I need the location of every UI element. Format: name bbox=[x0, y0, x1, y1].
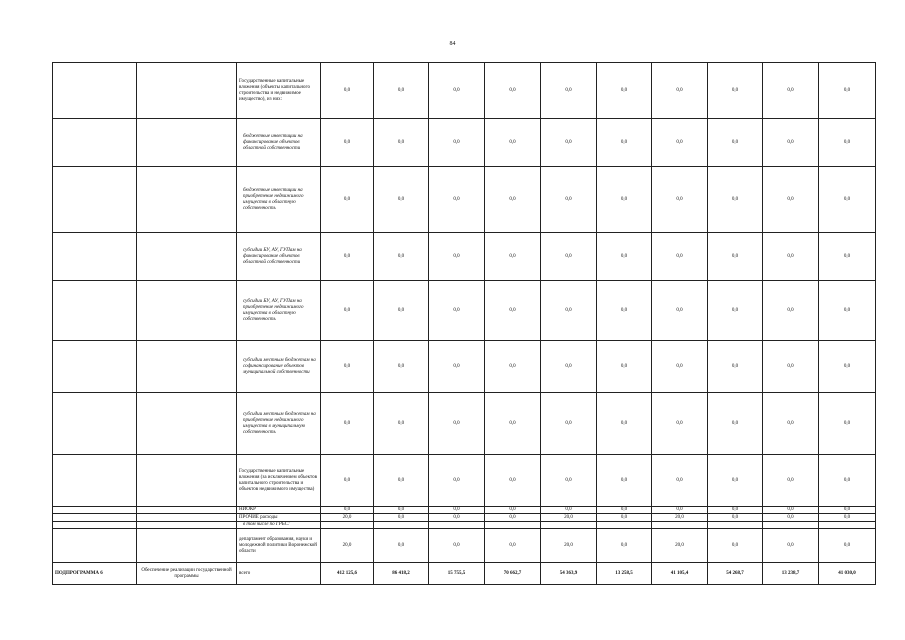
value-cell: 0,0 bbox=[541, 507, 597, 514]
empty-cell bbox=[137, 522, 237, 529]
value-cell: 0,0 bbox=[485, 63, 541, 119]
value-cell: 0,0 bbox=[541, 119, 597, 167]
value-cell: 0,0 bbox=[597, 393, 652, 455]
value-cell: 0,0 bbox=[819, 514, 876, 522]
empty-cell bbox=[137, 167, 237, 233]
row-label: всего bbox=[237, 563, 321, 585]
value-cell: 0,0 bbox=[374, 529, 429, 563]
value-cell: 54 268,7 bbox=[708, 563, 763, 585]
value-cell: 0,0 bbox=[763, 455, 819, 507]
value-cell: 0,0 bbox=[652, 341, 708, 393]
empty-cell bbox=[53, 233, 137, 281]
table-row bbox=[53, 167, 876, 233]
value-cell: 0,0 bbox=[652, 233, 708, 281]
value-cell: 0,0 bbox=[321, 455, 374, 507]
value-cell: 0,0 bbox=[819, 119, 876, 167]
value-cell: 0,0 bbox=[652, 281, 708, 341]
page-number: 84 bbox=[449, 41, 456, 47]
value-cell: 0,0 bbox=[485, 529, 541, 563]
empty-cell bbox=[53, 119, 137, 167]
budget-table bbox=[52, 62, 876, 585]
value-cell: 0,0 bbox=[763, 514, 819, 522]
value-cell: 0,0 bbox=[374, 281, 429, 341]
value-cell: 0,0 bbox=[374, 455, 429, 507]
value-cell: 0,0 bbox=[763, 167, 819, 233]
value-cell: 0,0 bbox=[652, 119, 708, 167]
empty-cell bbox=[53, 529, 137, 563]
value-cell: 0,0 bbox=[819, 393, 876, 455]
value-cell: 0,0 bbox=[429, 233, 485, 281]
value-cell bbox=[541, 522, 597, 529]
value-cell: 0,0 bbox=[597, 167, 652, 233]
value-cell: 0,0 bbox=[763, 281, 819, 341]
value-cell: 0,0 bbox=[819, 341, 876, 393]
value-cell: 0,0 bbox=[708, 529, 763, 563]
value-cell: 0,0 bbox=[429, 167, 485, 233]
value-cell: 0,0 bbox=[429, 281, 485, 341]
value-cell: 0,0 bbox=[708, 455, 763, 507]
table-row bbox=[53, 507, 876, 514]
value-cell: 0,0 bbox=[374, 341, 429, 393]
value-cell: 0,0 bbox=[763, 507, 819, 514]
value-cell: 0,0 bbox=[708, 167, 763, 233]
value-cell bbox=[374, 522, 429, 529]
row-label: бюджетные инвестиции на приобретение недвижимого имущества в областную собственность bbox=[237, 167, 321, 233]
value-cell: 0,0 bbox=[321, 341, 374, 393]
value-cell: 0,0 bbox=[374, 167, 429, 233]
value-cell: 0,0 bbox=[485, 514, 541, 522]
value-cell: 0,0 bbox=[374, 514, 429, 522]
empty-cell bbox=[137, 393, 237, 455]
empty-cell bbox=[137, 529, 237, 563]
value-cell: 70 662,7 bbox=[485, 563, 541, 585]
value-cell: 0,0 bbox=[597, 281, 652, 341]
value-cell: 20,0 bbox=[321, 529, 374, 563]
value-cell: 0,0 bbox=[652, 507, 708, 514]
value-cell: 41 105,4 bbox=[652, 563, 708, 585]
empty-cell bbox=[137, 455, 237, 507]
value-cell bbox=[321, 522, 374, 529]
value-cell: 0,0 bbox=[819, 507, 876, 514]
empty-cell bbox=[137, 507, 237, 514]
value-cell: 0,0 bbox=[541, 233, 597, 281]
value-cell: 0,0 bbox=[763, 119, 819, 167]
value-cell: 0,0 bbox=[819, 233, 876, 281]
value-cell: 0,0 bbox=[541, 341, 597, 393]
table-row bbox=[53, 63, 876, 119]
value-cell: 0,0 bbox=[763, 341, 819, 393]
value-cell: 0,0 bbox=[485, 167, 541, 233]
table-body bbox=[53, 63, 876, 585]
value-cell: 0,0 bbox=[708, 119, 763, 167]
value-cell: 0,0 bbox=[597, 63, 652, 119]
value-cell: 0,0 bbox=[819, 63, 876, 119]
value-cell: 0,0 bbox=[485, 393, 541, 455]
value-cell: 0,0 bbox=[321, 507, 374, 514]
value-cell: 0,0 bbox=[321, 281, 374, 341]
empty-cell bbox=[53, 167, 137, 233]
table-row bbox=[53, 563, 876, 585]
empty-cell bbox=[137, 119, 237, 167]
row-label: субсидии местным бюджетам на софинансирование объектов муниципальной собственности bbox=[237, 341, 321, 393]
value-cell: 0,0 bbox=[708, 341, 763, 393]
value-cell: 0,0 bbox=[374, 393, 429, 455]
value-cell: 0,0 bbox=[485, 341, 541, 393]
value-cell bbox=[597, 522, 652, 529]
value-cell: 0,0 bbox=[708, 514, 763, 522]
row-label: ПРОЧИЕ расходы bbox=[237, 514, 321, 522]
row-label: бюджетные инвестиции на финансирование объектов областной собственности bbox=[237, 119, 321, 167]
value-cell: 86 418,2 bbox=[374, 563, 429, 585]
empty-cell bbox=[137, 63, 237, 119]
value-cell: 41 030,0 bbox=[819, 563, 876, 585]
empty-cell bbox=[53, 63, 137, 119]
value-cell: 0,0 bbox=[321, 167, 374, 233]
value-cell: 0,0 bbox=[321, 119, 374, 167]
value-cell: 0,0 bbox=[652, 455, 708, 507]
value-cell: 0,0 bbox=[429, 529, 485, 563]
empty-cell bbox=[53, 281, 137, 341]
value-cell: 0,0 bbox=[597, 529, 652, 563]
value-cell: 20,0 bbox=[652, 514, 708, 522]
value-cell: 0,0 bbox=[597, 119, 652, 167]
value-cell: 0,0 bbox=[819, 281, 876, 341]
value-cell: 20,0 bbox=[541, 529, 597, 563]
row-label: Государственные капитальные вложения (объекты капитального строительства и недвижимое имущество), из них: bbox=[237, 63, 321, 119]
row-label: субсидии БУ, АУ, ГУПам на финансирование объектов областной собственности bbox=[237, 233, 321, 281]
value-cell bbox=[485, 522, 541, 529]
table-row bbox=[53, 233, 876, 281]
value-cell: 0,0 bbox=[429, 514, 485, 522]
empty-cell bbox=[53, 341, 137, 393]
value-cell bbox=[763, 522, 819, 529]
value-cell: 0,0 bbox=[708, 507, 763, 514]
value-cell: 0,0 bbox=[819, 529, 876, 563]
subprogram-name: Обеспечение реализации государственной программы bbox=[137, 563, 237, 585]
value-cell: 0,0 bbox=[652, 393, 708, 455]
value-cell: 15 755,5 bbox=[429, 563, 485, 585]
value-cell: 0,0 bbox=[485, 455, 541, 507]
empty-cell bbox=[53, 455, 137, 507]
value-cell: 0,0 bbox=[429, 341, 485, 393]
value-cell: 0,0 bbox=[597, 233, 652, 281]
value-cell: 0,0 bbox=[485, 281, 541, 341]
table-row bbox=[53, 393, 876, 455]
value-cell: 0,0 bbox=[708, 393, 763, 455]
empty-cell bbox=[53, 522, 137, 529]
value-cell: 0,0 bbox=[321, 393, 374, 455]
value-cell: 0,0 bbox=[819, 455, 876, 507]
value-cell: 0,0 bbox=[374, 119, 429, 167]
value-cell: 0,0 bbox=[541, 63, 597, 119]
value-cell: 0,0 bbox=[429, 393, 485, 455]
value-cell: 13 238,7 bbox=[763, 563, 819, 585]
value-cell: 0,0 bbox=[597, 514, 652, 522]
table-row bbox=[53, 119, 876, 167]
row-label: Государственные капитальные вложения (за исключением объектов капитального строительства и объектов недвижимого имущества) bbox=[237, 455, 321, 507]
row-label: НИОКР bbox=[237, 507, 321, 514]
value-cell: 0,0 bbox=[485, 119, 541, 167]
empty-cell bbox=[137, 341, 237, 393]
value-cell: 0,0 bbox=[429, 119, 485, 167]
value-cell: 0,0 bbox=[429, 63, 485, 119]
value-cell: 0,0 bbox=[374, 507, 429, 514]
value-cell: 0,0 bbox=[541, 455, 597, 507]
empty-cell bbox=[137, 233, 237, 281]
value-cell: 20,0 bbox=[652, 529, 708, 563]
value-cell: 0,0 bbox=[541, 167, 597, 233]
value-cell: 0,0 bbox=[541, 281, 597, 341]
empty-cell bbox=[137, 514, 237, 522]
value-cell: 0,0 bbox=[708, 63, 763, 119]
empty-cell bbox=[137, 281, 237, 341]
row-label: департамент образования, науки и молодежной политики Воронежской области bbox=[237, 529, 321, 563]
row-label: субсидии местным бюджетам на приобретение недвижимого имущества в муниципальную собственность bbox=[237, 393, 321, 455]
value-cell: 0,0 bbox=[597, 341, 652, 393]
value-cell: 0,0 bbox=[374, 63, 429, 119]
value-cell: 20,0 bbox=[541, 514, 597, 522]
value-cell: 0,0 bbox=[597, 507, 652, 514]
empty-cell bbox=[53, 514, 137, 522]
value-cell: 20,0 bbox=[321, 514, 374, 522]
value-cell: 0,0 bbox=[763, 529, 819, 563]
table-row bbox=[53, 514, 876, 522]
value-cell: 0,0 bbox=[429, 507, 485, 514]
value-cell: 0,0 bbox=[819, 167, 876, 233]
value-cell bbox=[429, 522, 485, 529]
value-cell: 0,0 bbox=[708, 233, 763, 281]
value-cell: 0,0 bbox=[652, 63, 708, 119]
value-cell: 13 258,5 bbox=[597, 563, 652, 585]
value-cell: 0,0 bbox=[597, 455, 652, 507]
table-row bbox=[53, 281, 876, 341]
value-cell: 0,0 bbox=[652, 167, 708, 233]
value-cell: 0,0 bbox=[763, 393, 819, 455]
value-cell: 54 363,9 bbox=[541, 563, 597, 585]
value-cell: 0,0 bbox=[485, 507, 541, 514]
value-cell bbox=[819, 522, 876, 529]
table-row bbox=[53, 455, 876, 507]
value-cell: 0,0 bbox=[374, 233, 429, 281]
empty-cell bbox=[53, 393, 137, 455]
subprogram-code: ПОДПРОГРАММА 6 bbox=[53, 563, 137, 585]
value-cell: 0,0 bbox=[429, 455, 485, 507]
table-row bbox=[53, 529, 876, 563]
value-cell: 0,0 bbox=[321, 63, 374, 119]
value-cell: 0,0 bbox=[321, 233, 374, 281]
value-cell: 0,0 bbox=[708, 281, 763, 341]
row-label: в том числе по ГРБС: bbox=[237, 522, 321, 529]
value-cell: 0,0 bbox=[541, 393, 597, 455]
table-row bbox=[53, 341, 876, 393]
value-cell bbox=[708, 522, 763, 529]
value-cell: 412 125,6 bbox=[321, 563, 374, 585]
value-cell: 0,0 bbox=[763, 233, 819, 281]
table-row bbox=[53, 522, 876, 529]
value-cell: 0,0 bbox=[763, 63, 819, 119]
value-cell: 0,0 bbox=[485, 233, 541, 281]
empty-cell bbox=[53, 507, 137, 514]
value-cell bbox=[652, 522, 708, 529]
row-label: субсидии БУ, АУ, ГУПам на приобретение недвижимого имущества в областную собственность bbox=[237, 281, 321, 341]
